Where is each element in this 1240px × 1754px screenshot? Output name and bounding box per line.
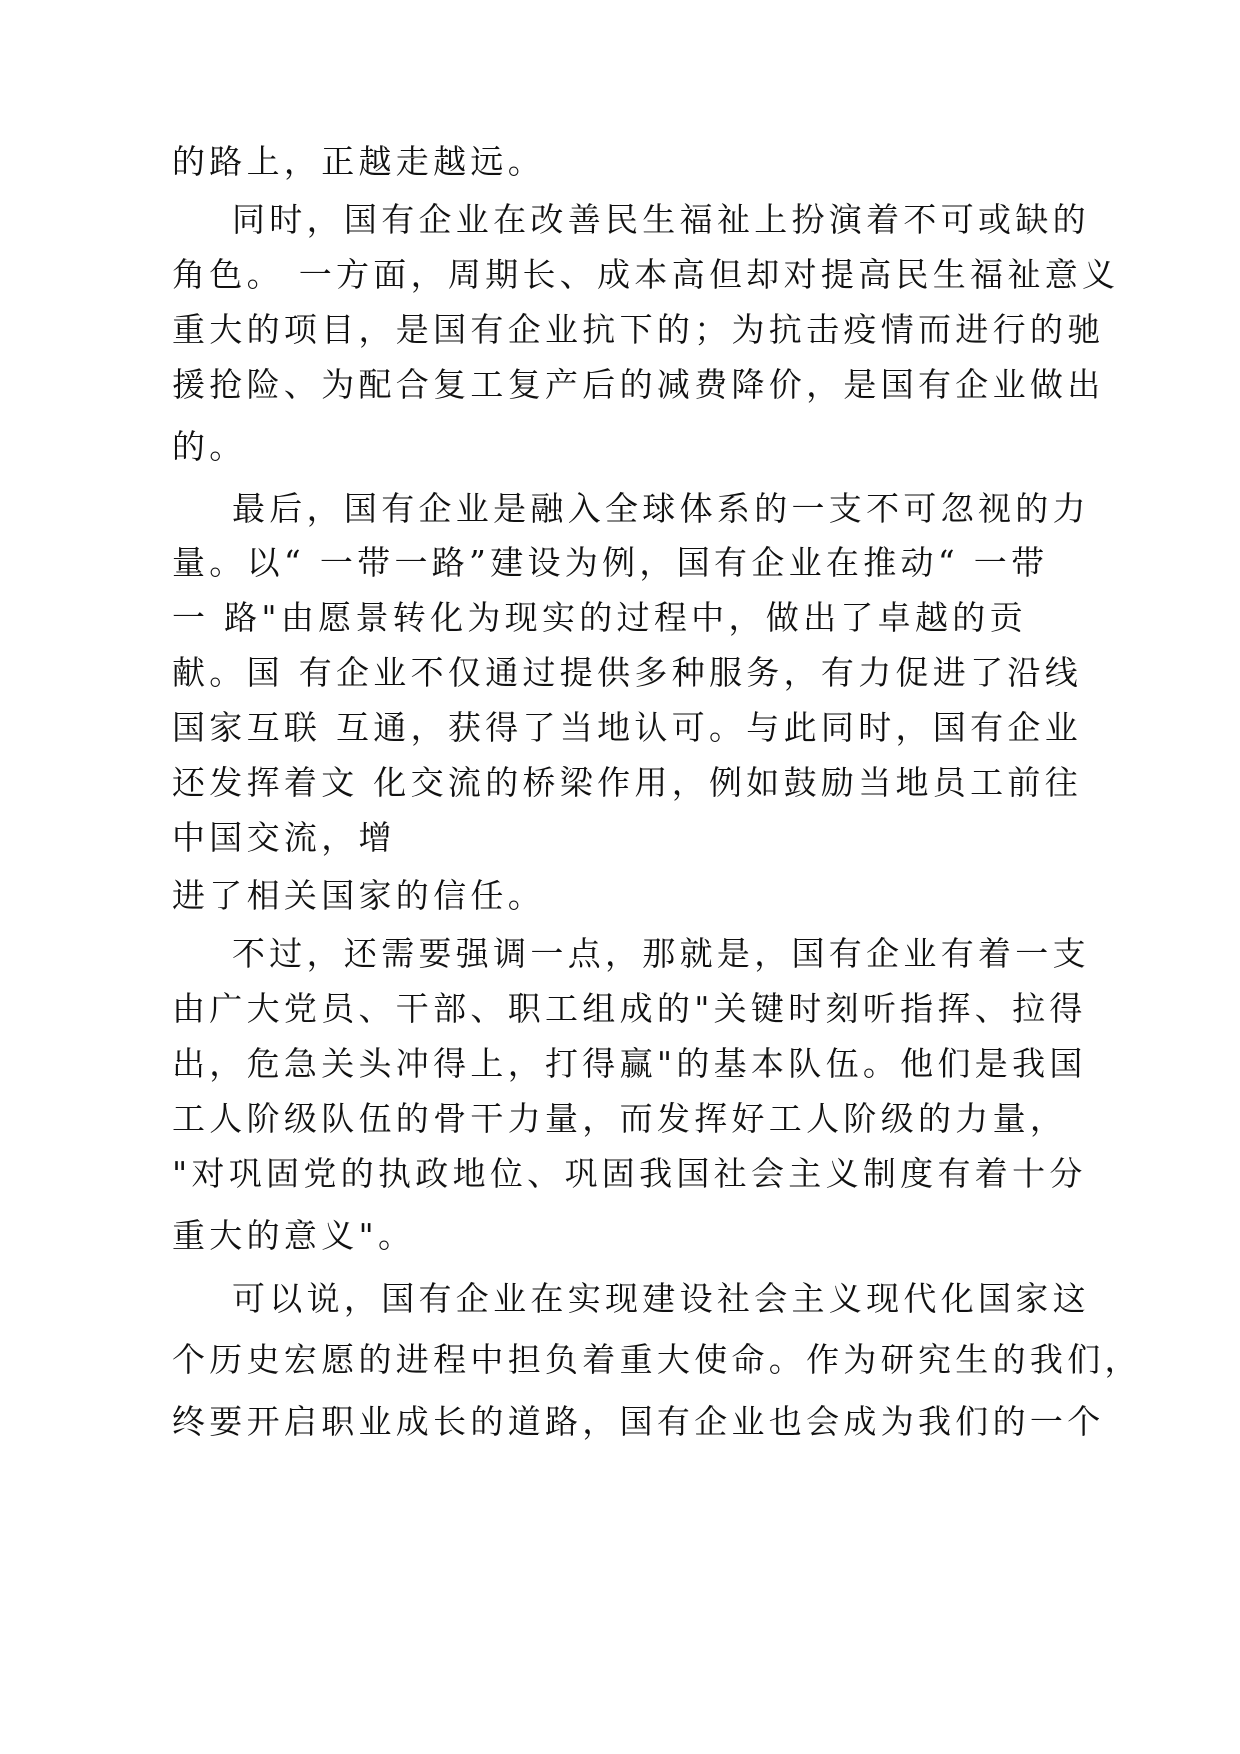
text-line: 终要开启职业成长的道路，国有企业也会成为我们的一个 <box>172 1402 1105 1441</box>
text-line: 角色。 一方面，周期长、成本高但却对提高民生福祉意义 <box>172 255 1120 294</box>
paragraph-start-line: 不过，还需要强调一点，那就是，国有企业有着一支 <box>232 934 1090 973</box>
text-line: 量。以“ 一带一路”建设为例，国有企业在推动“ 一带 <box>172 543 1049 582</box>
text-line: 重大的意义"。 <box>172 1216 416 1255</box>
text-line: 由广大党员、干部、职工组成的"关键时刻听指挥、拉得 <box>172 989 1087 1028</box>
text-line: 援抢险、为配合复工复产后的减费降价，是国有企业做出 <box>172 365 1105 404</box>
text-line: 一 路"由愿景转化为现实的过程中，做出了卓越的贡 <box>172 598 1027 637</box>
paragraph-start-line: 最后，国有企业是融入全球体系的一支不可忽视的力 <box>232 489 1090 528</box>
text-line: 中国交流，增 <box>172 818 396 857</box>
text-line: 还发挥着文 化交流的桥梁作用，例如鼓励当地员工前往 <box>172 763 1082 802</box>
text-line: 进了相关国家的信任。 <box>172 876 545 915</box>
text-line: 工人阶级队伍的骨干力量，而发挥好工人阶级的力量， <box>172 1099 1068 1138</box>
paragraph-start-line: 同时，国有企业在改善民生福祉上扮演着不可或缺的 <box>232 200 1090 239</box>
text-line: 个历史宏愿的进程中担负着重大使命。作为研究生的我们， <box>172 1340 1142 1379</box>
text-line: "对巩固党的执政地位、巩固我国社会主义制度有着十分 <box>172 1154 1087 1193</box>
text-line: 国家互联 互通，获得了当地认可。与此同时，国有企业 <box>172 708 1082 747</box>
paragraph-start-line: 可以说，国有企业在实现建设社会主义现代化国家这 <box>232 1279 1090 1318</box>
text-line: 的路上，正越走越远。 <box>172 142 545 181</box>
text-line: 出，危急关头冲得上，打得赢"的基本队伍。他们是我国 <box>172 1044 1087 1083</box>
text-line: 的。 <box>172 427 247 466</box>
text-line: 献。国 有企业不仅通过提供多种服务，有力促进了沿线 <box>172 653 1082 692</box>
text-line: 重大的项目，是国有企业抗下的；为抗击疫情而进行的驰 <box>172 310 1105 349</box>
